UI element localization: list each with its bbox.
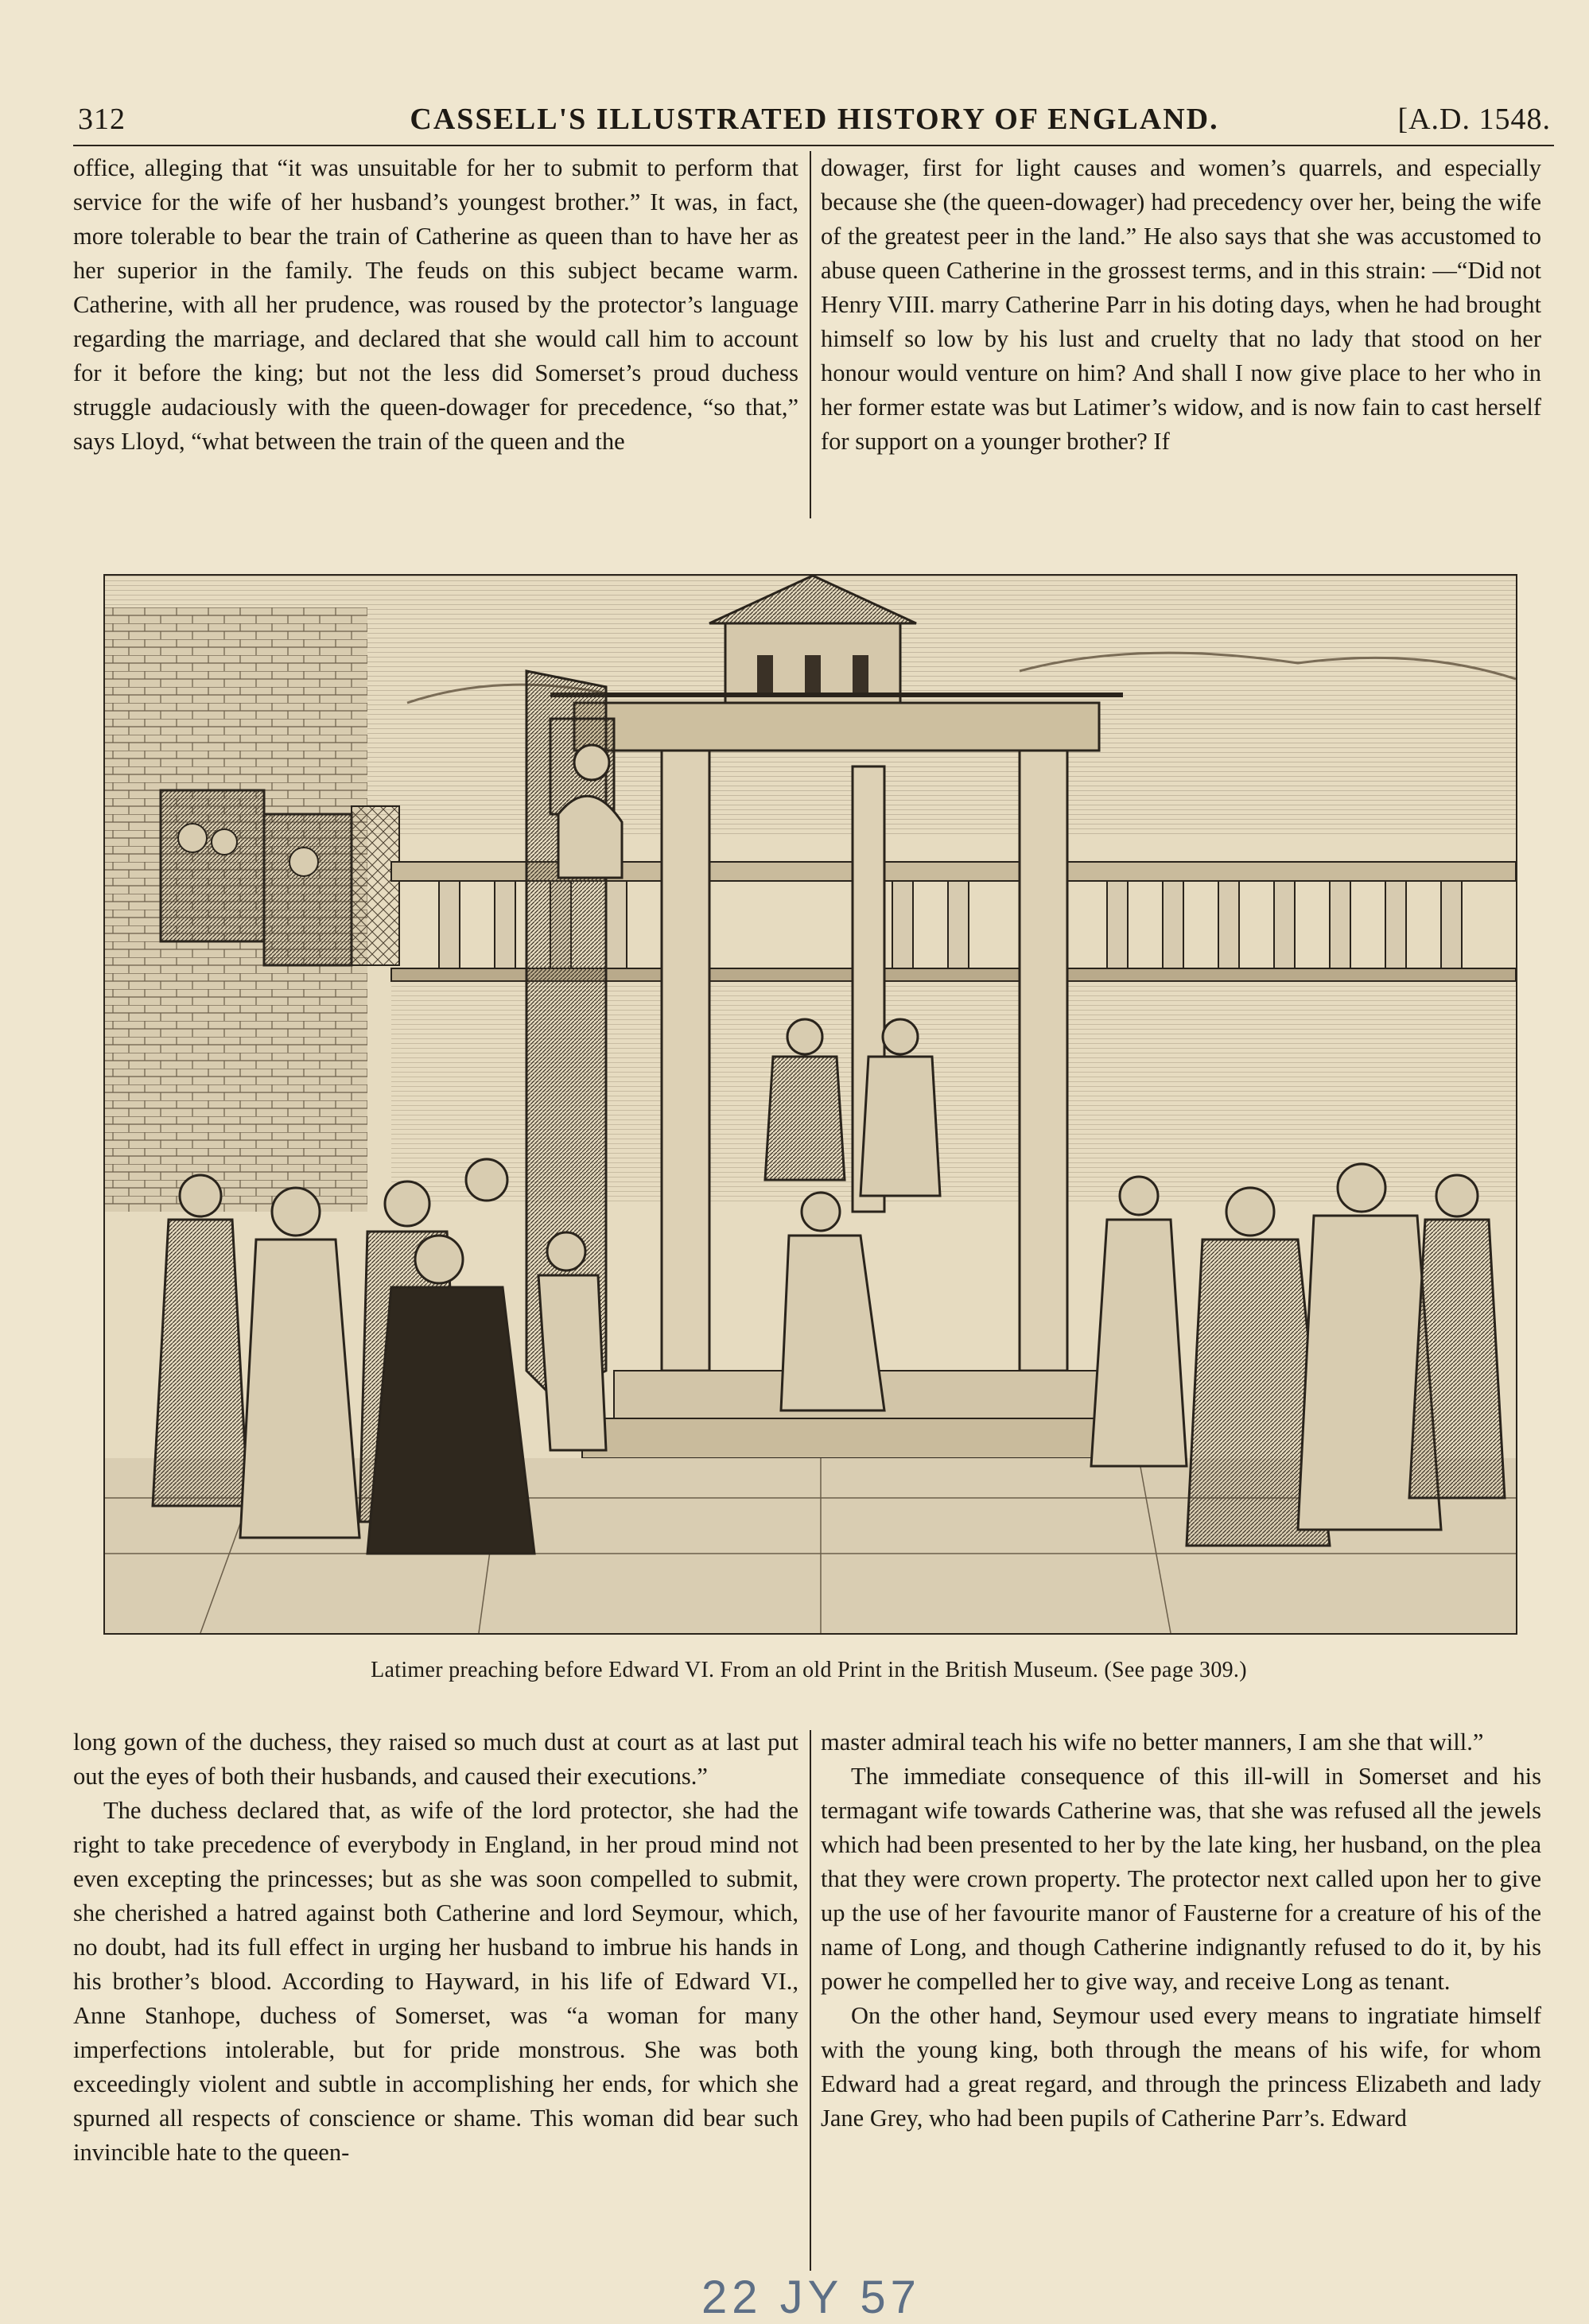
book-title: CASSELL'S ILLUSTRATED HISTORY OF ENGLAND. <box>410 103 1219 136</box>
illustration-caption: Latimer preaching before Edward VI. From an old Print in the British Museum. (See page 309.) <box>371 1658 1247 1682</box>
top-left-column <box>73 151 798 459</box>
column-rule-top <box>810 151 811 518</box>
paragraph: The immediate consequence of this ill-will in Somerset and his termagant wife towards Catherine was, that she was refused all the jewels which had been presented to her by the late king, her husband, on the plea that they were crown property. The protector next called upon her to give up the use of her favourite manor of Fausterne for a creature of his of the name of Long, and though Catherine indignantly refused to do it, by his power he compelled her to give way, and receive Long as tenant. <box>821 1763 1541 1995</box>
engraving-illustration <box>103 574 1517 1635</box>
paragraph: master admiral teach his wife no better manners, I am she that will.” <box>821 1728 1484 1756</box>
paragraph: long gown of the duchess, they raised so much dust at court as at last put out the eyes of both their husbands, and caused their executions.” <box>73 1728 798 1790</box>
engraving-drawing <box>105 576 1516 1633</box>
library-date-stamp: 22 JY 57 <box>701 2272 921 2323</box>
running-head <box>78 102 1551 140</box>
paragraph: The duchess declared that, as wife of the lord protector, she had the right to take precedence of everybody in England, in her proud mind not even excepting the princesses; but as she was soon compelled to submit, she cherished a hatred against both Catherine and lord Seymour, which, no doubt, had its full effect in urging her husband to imbrue his hands in his brother’s blood. According to Hayward, in his life of Edward VI., Anne Stanhope, duchess of Somerset, was “a woman for many imperfections intolerable, but for pride monstrous. She was both exceedingly violent and subtle in accomplishing her ends, for which she spurned all respects of conscience or shame. This woman did bear such invincible hate to the queen- <box>73 1797 798 2166</box>
bottom-right-column <box>821 1725 1541 2136</box>
date-heading: [A.D. 1548. <box>1397 103 1551 136</box>
paragraph: On the other hand, Seymour used every means to ingratiate himself with the young king, both through the means of his wife, for whom Edward had a great regard, and through the princess Elizabeth and lady Jane Grey, who had been pupils of Catherine Parr’s. Edward <box>821 2002 1541 2132</box>
column-rule-bottom <box>810 1730 811 2271</box>
paragraph: office, alleging that “it was unsuitable for her to submit to perform that service for the wife of her husband’s youngest brother.” It was, in fact, more tolerable to bear the train of Catherine as queen than to have her as her superior in the family. The feuds on this subject became warm. Catherine, with all her prudence, was roused by the protector’s language regarding the marriage, and declared that she would call him to account for it before the king; but not the less did Somerset’s proud duchess struggle audaciously with the queen-dowager for precedence, “so that,” says Lloyd, “what between the train of the queen and the <box>73 154 798 455</box>
paragraph: dowager, first for light causes and women’s quarrels, and especially because she (the queen-dowager) had precedency over her, being the wife of the greatest peer in the land.” He also says that she was accustomed to abuse queen Catherine in the grossest terms, and in this strain: —“Did not Henry VIII. marry Catherine Parr in his doting days, when he had brought himself so low by his lust and cruelty that no lady that stood on her honour would venture on him? And shall I now give place to her who in her former estate was but Latimer’s widow, and is now fain to cast herself for support on a younger brother? If <box>821 154 1541 455</box>
top-right-column <box>821 151 1541 459</box>
header-rule <box>73 145 1554 146</box>
bottom-left-column <box>73 1725 798 2170</box>
page-number: 312 <box>78 103 126 136</box>
